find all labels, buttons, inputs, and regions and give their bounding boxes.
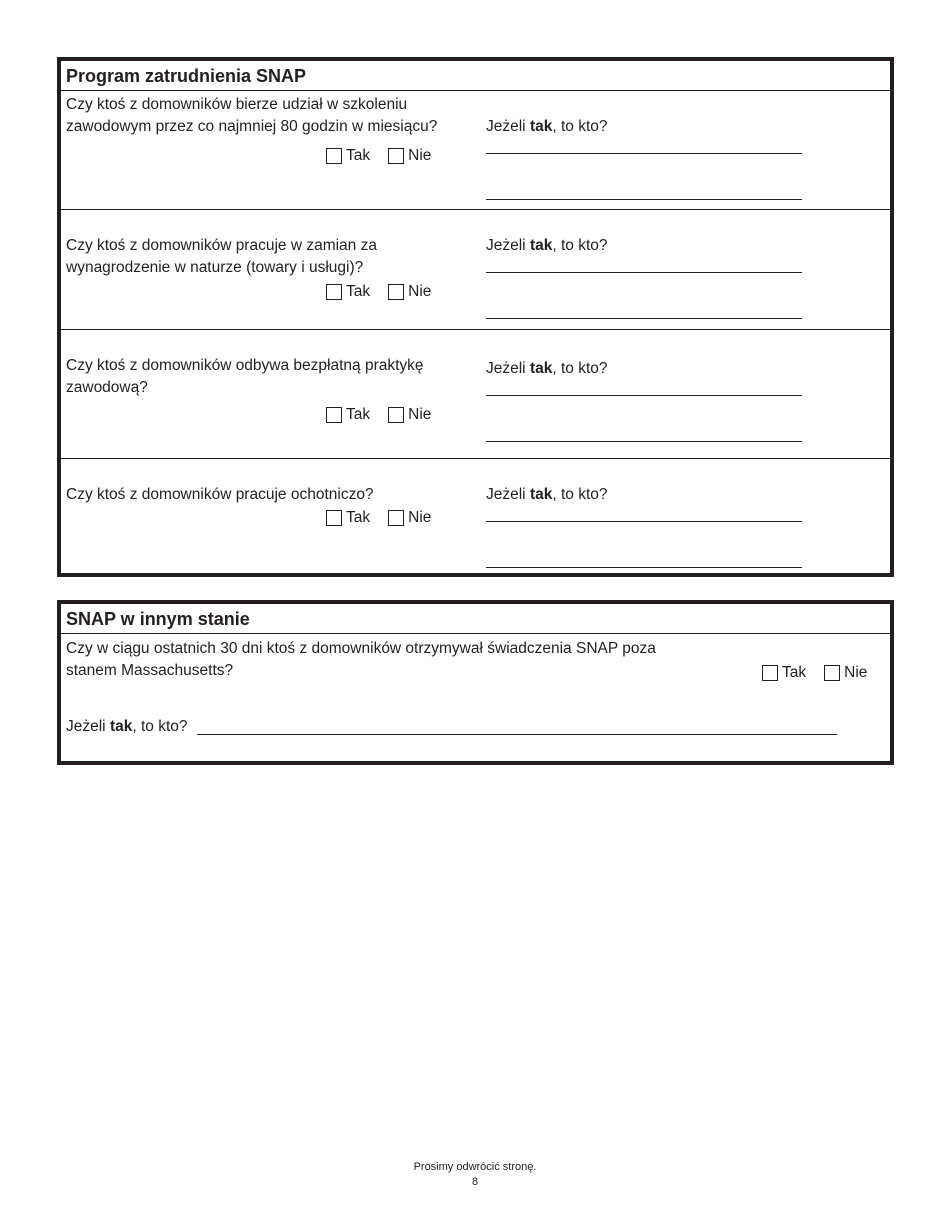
who-answer-line[interactable] — [486, 441, 802, 442]
who-answer-line[interactable] — [486, 199, 802, 200]
no-checkbox[interactable] — [824, 665, 840, 681]
yes-no-group: Tak Nie — [326, 146, 431, 166]
question-text: Czy ktoś z domowników bierze udział w szkoleniu zawodowym przez co najmniej 80 godzin w miesiącu? — [66, 96, 438, 135]
yes-no-group: Tak Nie — [762, 663, 867, 683]
other-state-question: Czy w ciągu ostatnich 30 dni ktoś z domowników otrzymywał świadczenia SNAP poza stanem Massachusetts? — [66, 640, 656, 679]
who-answer-line[interactable] — [486, 567, 802, 568]
page-number: 8 — [471, 1176, 479, 1188]
yes-checkbox[interactable] — [326, 148, 342, 164]
yes-no-group: Tak Nie — [326, 508, 431, 528]
who-answer-line[interactable] — [197, 734, 837, 735]
question-row-volunteer — [61, 459, 890, 573]
yes-no-group: Tak Nie — [326, 405, 431, 425]
no-checkbox[interactable] — [388, 407, 404, 423]
question-row-in-kind-work — [61, 210, 890, 330]
employment-section-title: Program zatrudnienia SNAP — [61, 61, 890, 91]
turn-page-note: Prosimy odwrócić stronę. — [413, 1161, 537, 1173]
question-row-unpaid-internship — [61, 330, 890, 459]
who-answer-line[interactable] — [486, 153, 802, 154]
question-text: Czy ktoś z domowników pracuje w zamian za wynagrodzenie w naturze (towary i usługi)? — [66, 237, 377, 276]
yes-checkbox[interactable] — [326, 510, 342, 526]
yes-checkbox[interactable] — [326, 284, 342, 300]
if-yes-who-label: Jeżeli tak, to kto? — [486, 118, 608, 135]
if-yes-who-label: Jeżeli tak, to kto? — [486, 237, 608, 254]
who-answer-line[interactable] — [486, 521, 802, 522]
who-answer-line[interactable] — [486, 318, 802, 319]
who-answer-line[interactable] — [486, 395, 802, 396]
no-checkbox[interactable] — [388, 284, 404, 300]
other-state-section-title: SNAP w innym stanie — [61, 604, 890, 634]
if-yes-who-label: Jeżeli tak, to kto? — [66, 718, 188, 735]
yes-checkbox[interactable] — [326, 407, 342, 423]
who-answer-line[interactable] — [486, 272, 802, 273]
if-yes-who-label: Jeżeli tak, to kto? — [486, 360, 608, 377]
employment-section — [57, 57, 894, 577]
question-row-training — [61, 91, 890, 210]
no-checkbox[interactable] — [388, 148, 404, 164]
yes-checkbox[interactable] — [762, 665, 778, 681]
yes-no-group: Tak Nie — [326, 282, 431, 302]
question-text: Czy ktoś z domowników pracuje ochotniczo? — [66, 486, 374, 503]
no-checkbox[interactable] — [388, 510, 404, 526]
if-yes-who-label: Jeżeli tak, to kto? — [486, 486, 608, 503]
other-state-section — [57, 600, 894, 765]
question-text: Czy ktoś z domowników odbywa bezpłatną praktykę zawodową? — [66, 357, 424, 396]
